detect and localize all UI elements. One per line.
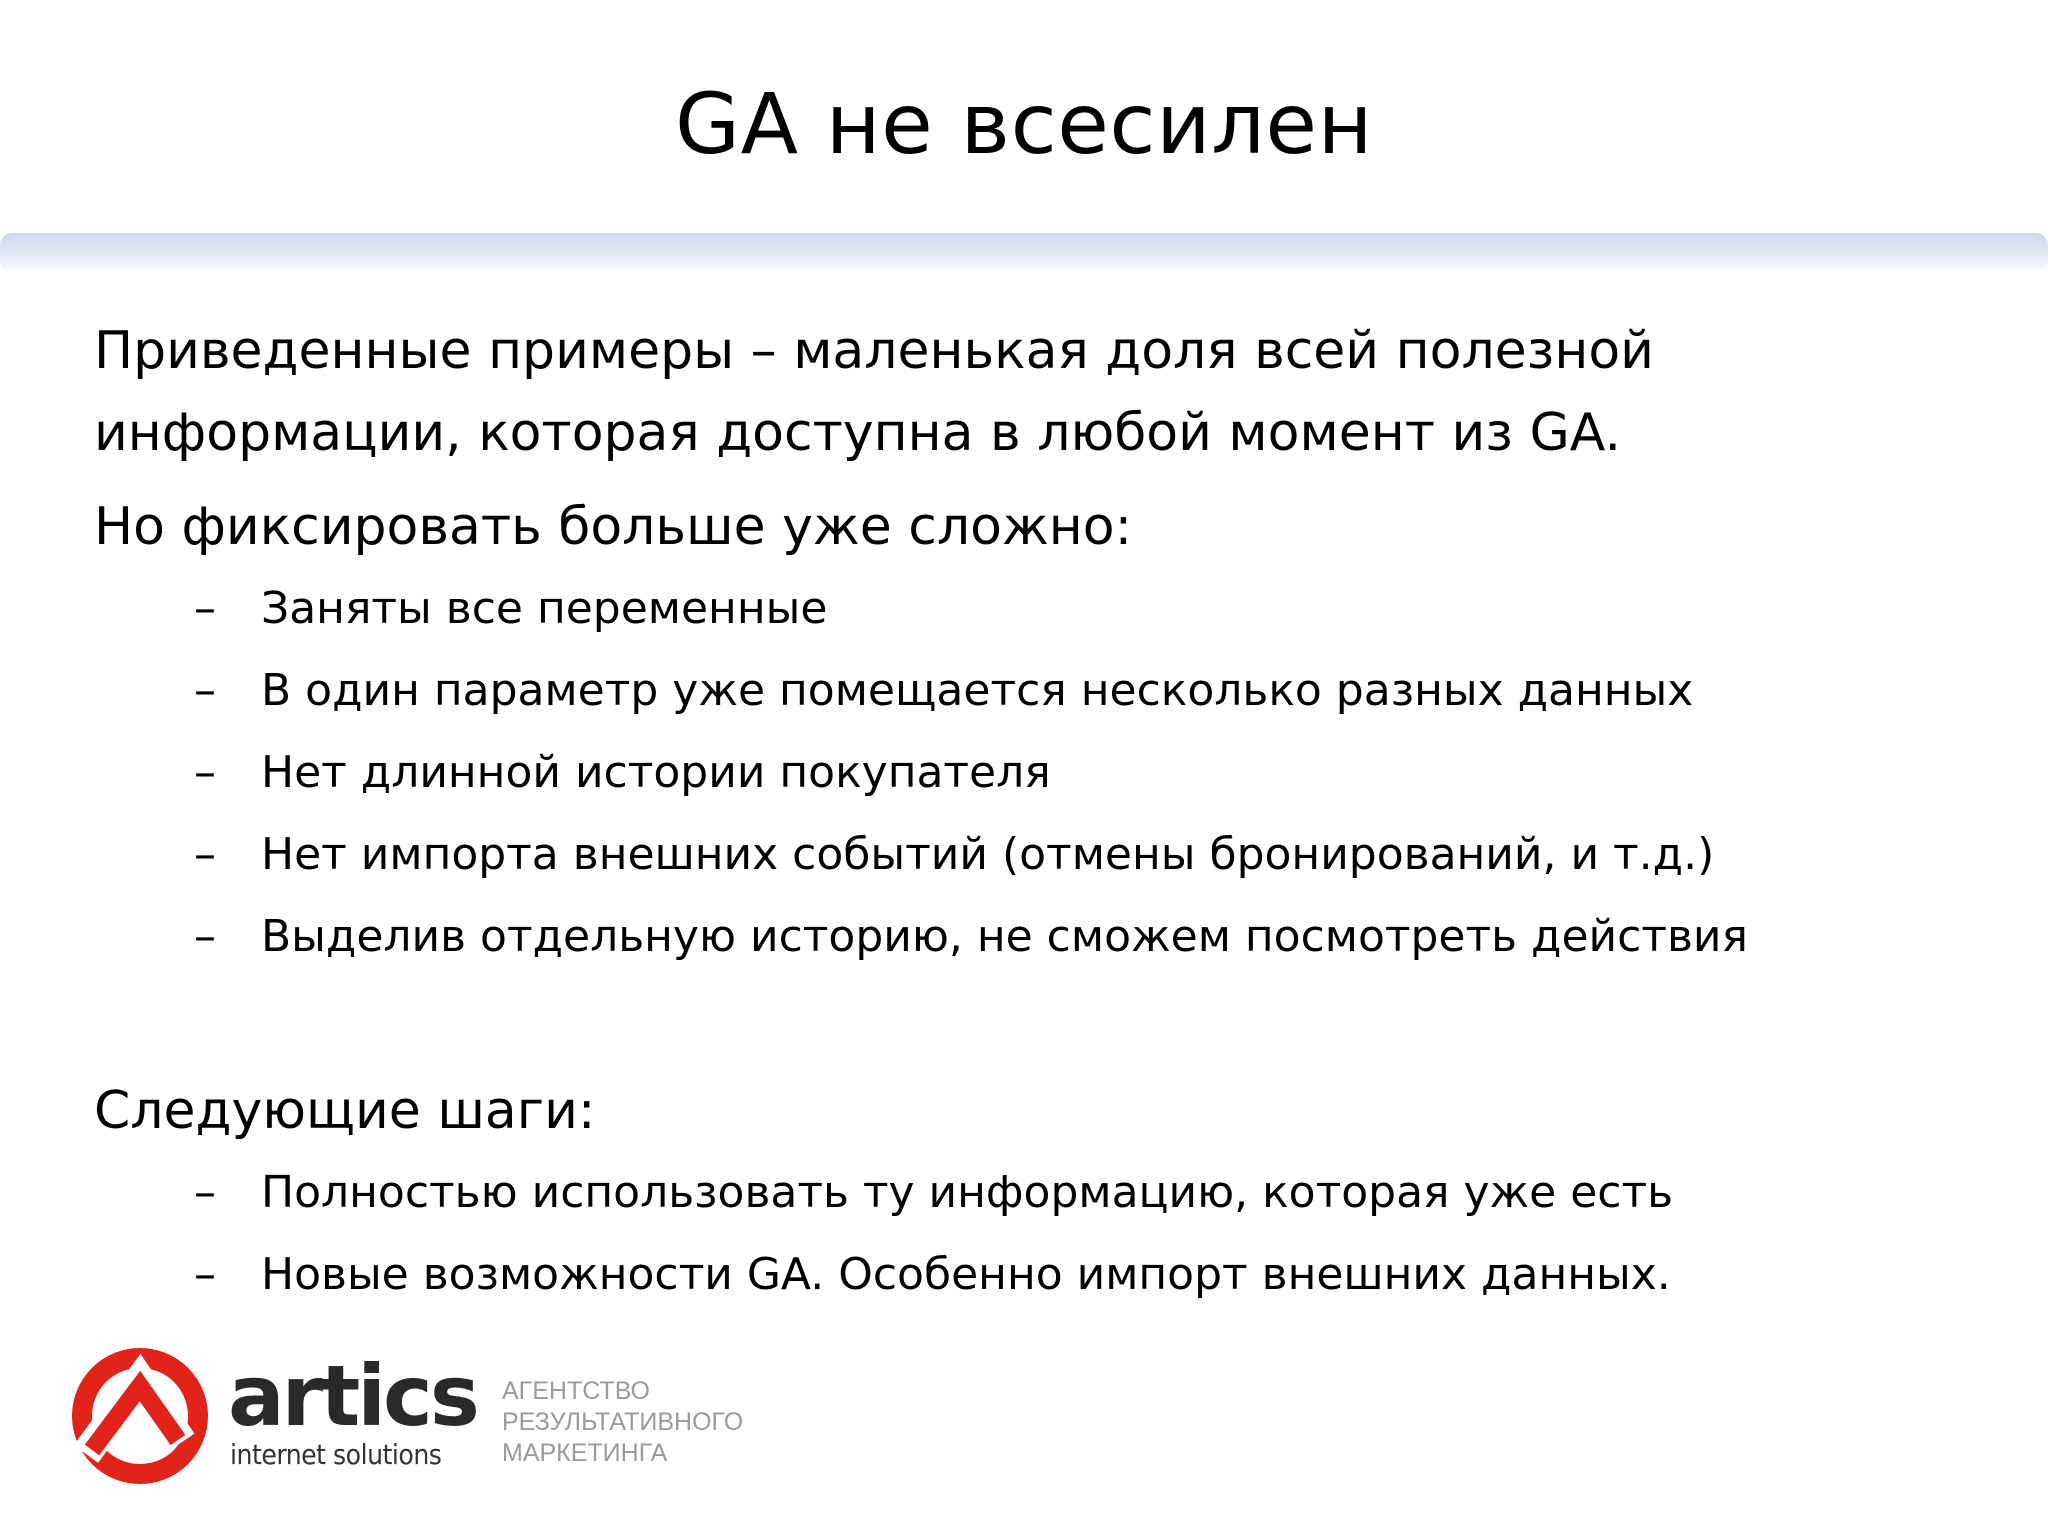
list-item [94,1234,1994,1316]
dash-bullet: – [194,665,216,716]
list-item [94,814,1994,896]
list-item-text: Заняты все переменные [261,583,828,634]
list-item [94,896,1994,978]
logo-tagline [502,1376,743,1469]
section2-list [94,1152,1994,1316]
list-item-text: Выделив отдельную историю, не сможем посмотреть действия [261,911,1748,962]
tagline-line-2: РЕЗУЛЬТАТИВНОГО [502,1408,744,1436]
dash-bullet: – [194,747,216,798]
list-item [94,732,1994,814]
section1-heading: Но фиксировать больше уже сложно: [94,497,1133,557]
list-item [94,1152,1994,1234]
list-item-text: Полностью использовать ту информацию, которая уже есть [261,1167,1674,1218]
title-divider-band [0,233,2048,273]
dash-bullet: – [194,583,216,634]
dash-bullet: – [194,1249,216,1300]
logo-subtitle: internet solutions [230,1438,442,1471]
dash-bullet: – [194,911,216,962]
list-item-text: Новые возможности GA. Особенно импорт внешних данных. [261,1249,1671,1300]
section2-heading: Следующие шаги: [94,1081,596,1141]
artics-logo [70,1346,790,1486]
slide-content [94,310,1994,1316]
logo-wordmark: artics [228,1347,477,1445]
slide-title: GA не всесилен [675,75,1373,173]
list-item-text: Нет импорта внешних событий (отмены бронирований, и т.д.) [261,829,1715,880]
dash-bullet: – [194,1167,216,1218]
dash-bullet: – [194,829,216,880]
spacer [94,978,1994,1058]
tagline-line-3: МАРКЕТИНГА [502,1439,668,1467]
list-item-text: В один параметр уже помещается несколько разных данных [261,665,1694,716]
intro-line-1: Приведенные примеры – маленькая доля всей полезной [94,321,1654,381]
tagline-line-1: АГЕНТСТВО [502,1377,650,1405]
list-item [94,650,1994,732]
section1-list [94,568,1994,978]
artics-logo-mark-icon [70,1346,210,1486]
list-item [94,568,1994,650]
list-item-text: Нет длинной истории покупателя [261,747,1051,798]
intro-line-2: информации, которая доступна в любой момент из GA. [94,403,1621,463]
